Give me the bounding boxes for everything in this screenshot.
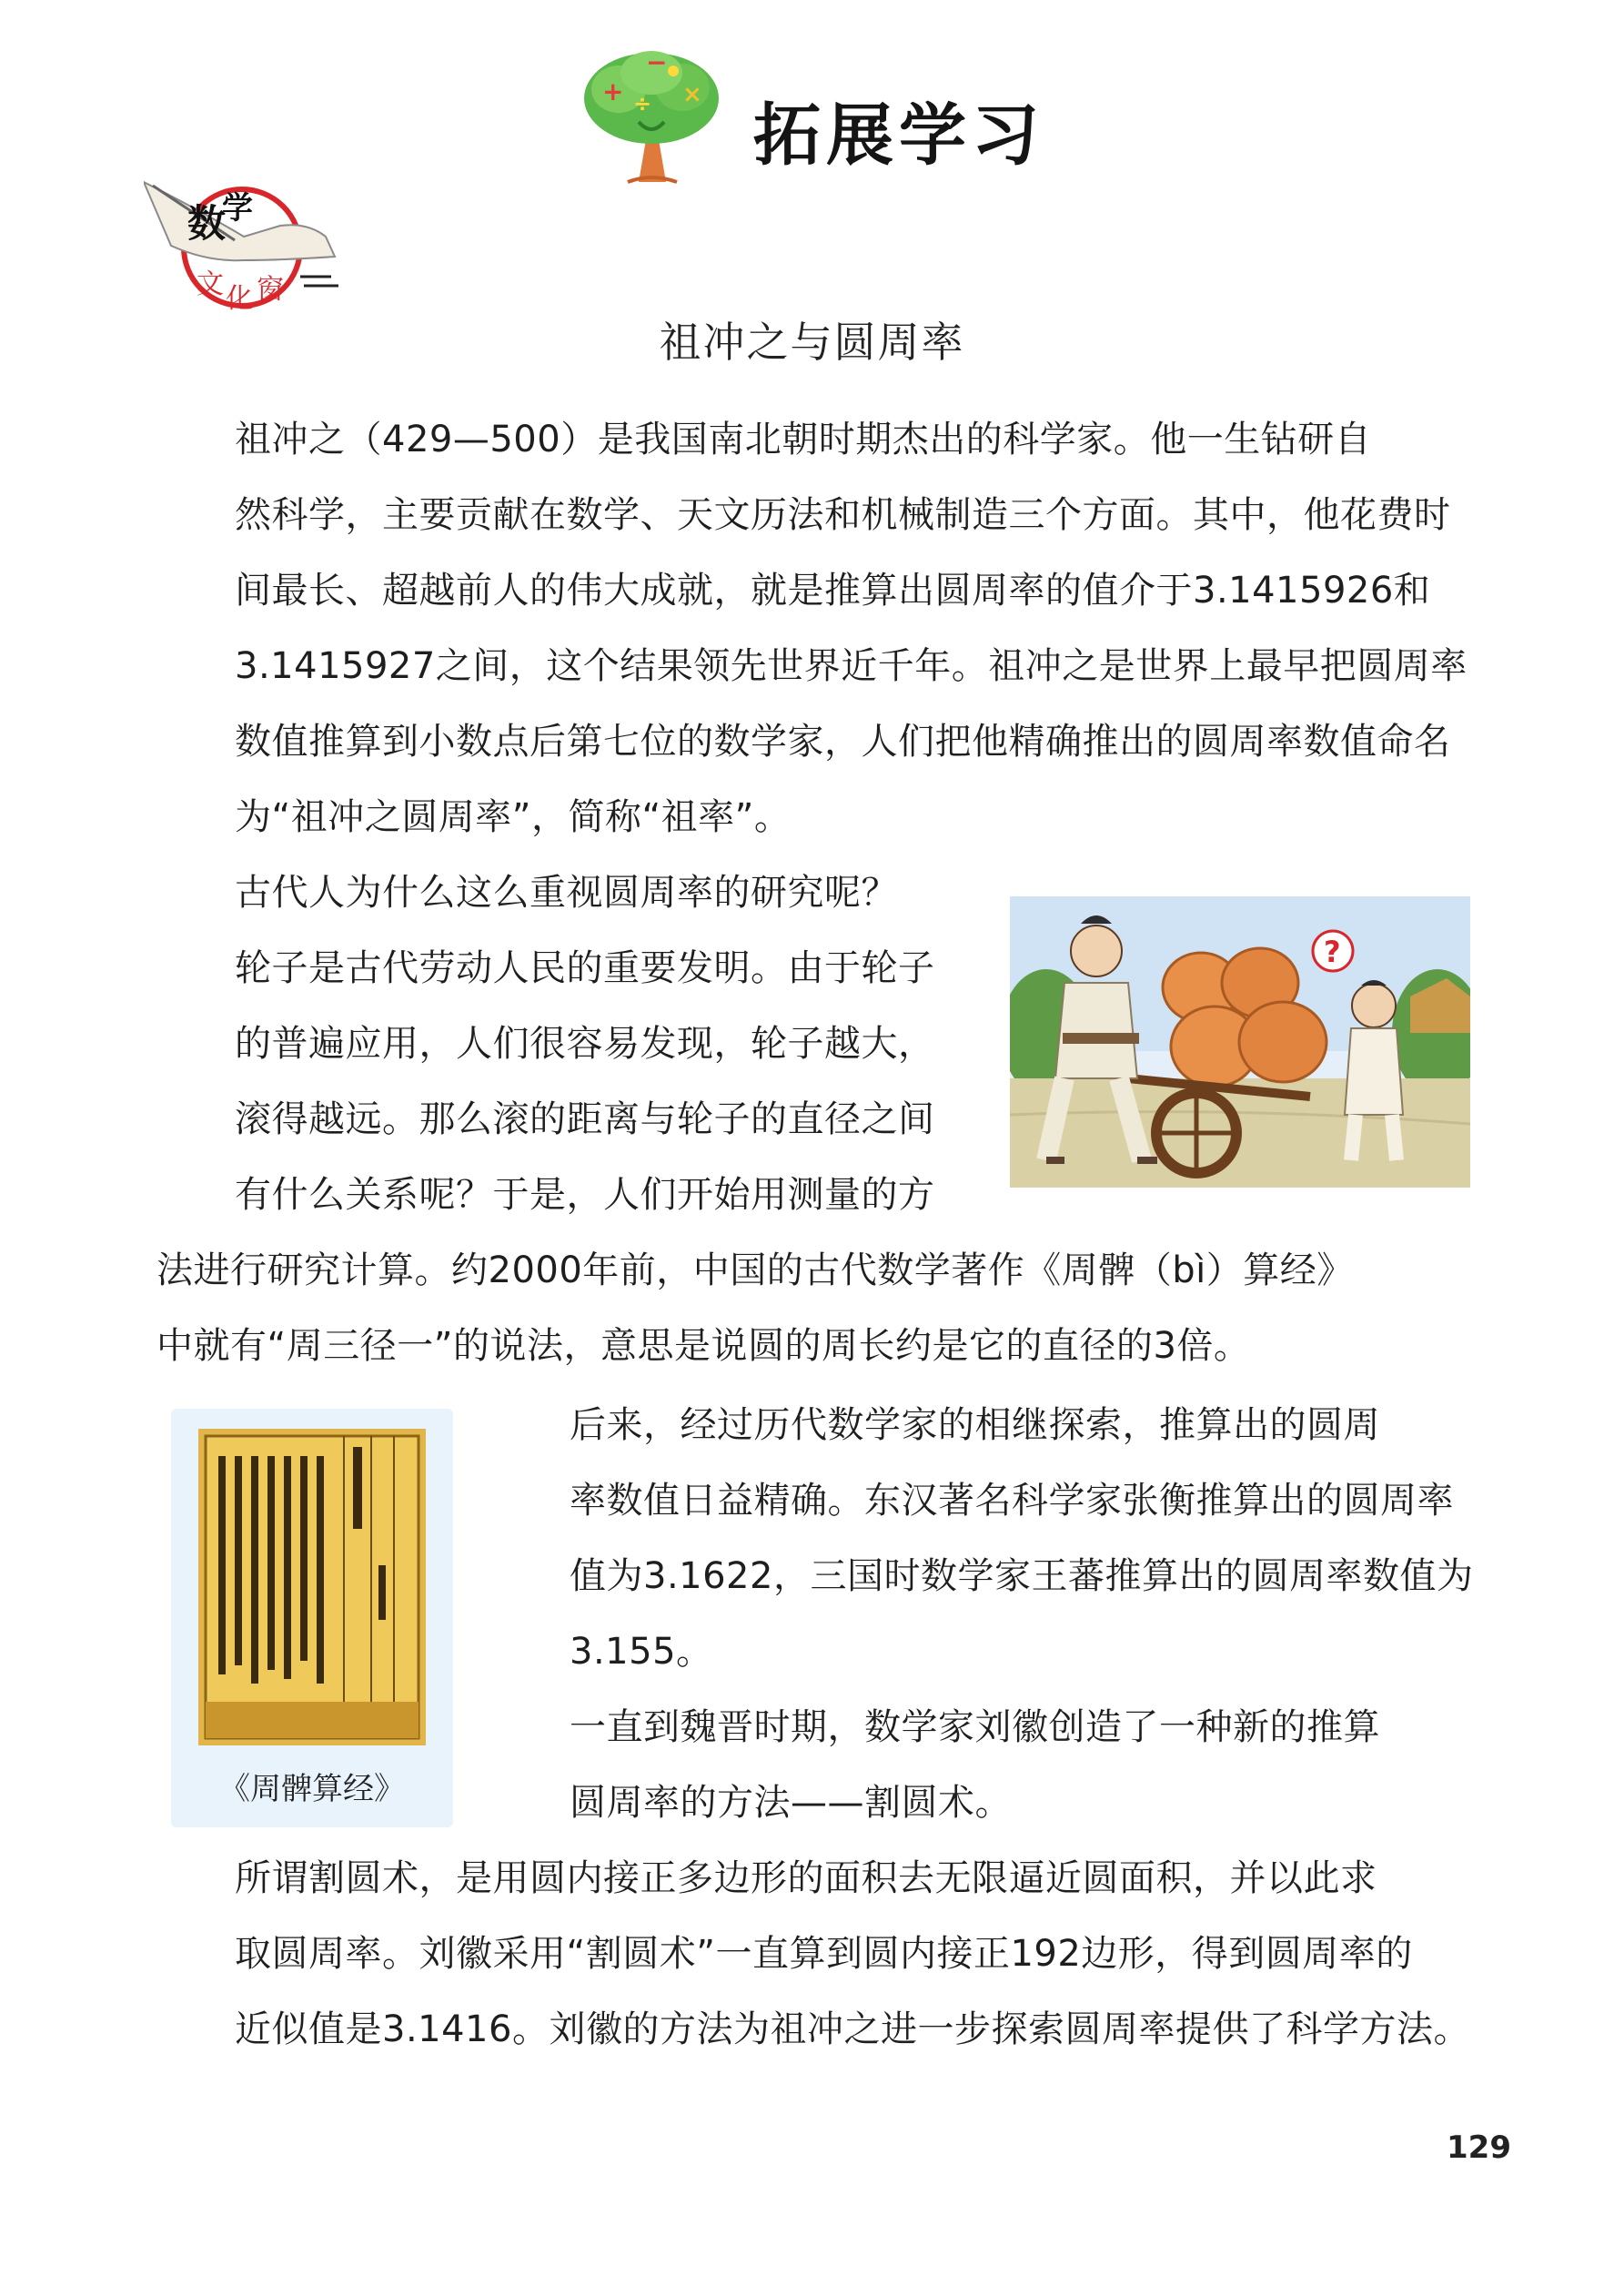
culture-stamp-icon (144, 173, 344, 319)
wheelbarrow-illustration (1010, 896, 1470, 1188)
svg-text:化: 化 (226, 283, 253, 315)
text-line: 祖冲之（429—500）是我国南北朝时期杰出的科学家。他一生钻研自 (235, 419, 1372, 460)
paragraph-wheel-continued (156, 1233, 1476, 1384)
question-mark: ? (1324, 935, 1341, 969)
text-line: 后来，经过历代数学家的相继探索，推算出的圆周 (570, 1404, 1380, 1446)
book-caption: 《周髀算经》 (219, 1771, 405, 1807)
svg-text:−: − (646, 47, 668, 77)
section-heading: 拓展学习 (753, 96, 1044, 175)
text-line: 取圆周率。刘徽采用“割圆术”一直算到圆内接正192边形，得到圆周率的 (235, 1933, 1413, 1975)
paragraph-circle-cutting (156, 1841, 1476, 2068)
svg-text:窗: 窗 (257, 274, 284, 306)
text-line: 3.155。 (570, 1631, 713, 1673)
tree-logo-icon (575, 46, 728, 191)
page-number: 129 (1447, 2129, 1511, 2166)
svg-text:文: 文 (197, 268, 224, 300)
text-line: 法进行研究计算。约2000年前，中国的古代数学著作《周髀（bì）算经》 (156, 1249, 1354, 1291)
text-line: 率数值日益精确。东汉著名科学家张衡推算出的圆周率 (570, 1480, 1454, 1522)
book-photo-frame (171, 1409, 453, 1827)
paragraph-later-refinements (491, 1388, 1476, 1690)
text-line: 间最长、超越前人的伟大成就，就是推算出圆周率的值介于3.1415926和 (235, 570, 1431, 612)
article-title: 祖冲之与圆周率 (659, 318, 965, 367)
text-line: 轮子是古代劳动人民的重要发明。由于轮子 (235, 947, 935, 989)
ancient-book-photo (198, 1429, 426, 1745)
paragraph-liu-hui (491, 1690, 1476, 1841)
text-line: 中就有“周三径一”的说法，意思是说圆的周长约是它的直径的3倍。 (156, 1325, 1251, 1367)
text-line: 有什么关系呢？于是，人们开始用测量的方 (235, 1174, 935, 1216)
svg-text:学: 学 (222, 190, 253, 227)
text-line: 为“祖冲之圆周率”，简称“祖率”。 (235, 796, 792, 838)
text-line: 3.1415927之间，这个结果领先世界近千年。祖冲之是世界上最早把圆周率 (235, 645, 1468, 687)
svg-text:+: + (602, 76, 624, 106)
text-line: 圆周率的方法——割圆术。 (570, 1782, 1012, 1824)
paragraph-intro (156, 402, 1476, 855)
text-line: 值为3.1622，三国时数学家王蕃推算出的圆周率数值为 (570, 1555, 1474, 1597)
text-line: 近似值是3.1416。刘徽的方法为祖冲之进一步探索圆周率提供了科学方法。 (235, 2008, 1470, 2050)
text-line: 滚得越远。那么滚的距离与轮子的直径之间 (235, 1098, 935, 1140)
text-line: 所谓割圆术，是用圆内接正多边形的面积去无限逼近圆面积，并以此求 (235, 1857, 1377, 1899)
text-line: 一直到魏晋时期，数学家刘徽创造了一种新的推算 (570, 1706, 1380, 1748)
stamp-top-text: 数 (187, 201, 227, 246)
text-line: 然科学，主要贡献在数学、天文历法和机械制造三个方面。其中，他花费时 (235, 494, 1451, 536)
text-line: 数值推算到小数点后第七位的数学家，人们把他精确推出的圆周率数值命名 (235, 721, 1451, 763)
paragraph-wheel-question (156, 855, 957, 1233)
text-line: 的普遍应用，人们很容易发现，轮子越大， (235, 1023, 935, 1065)
svg-text:÷: ÷ (633, 91, 652, 116)
svg-text:×: × (682, 81, 702, 108)
text-line: 古代人为什么这么重视圆周率的研究呢？ (235, 872, 898, 914)
